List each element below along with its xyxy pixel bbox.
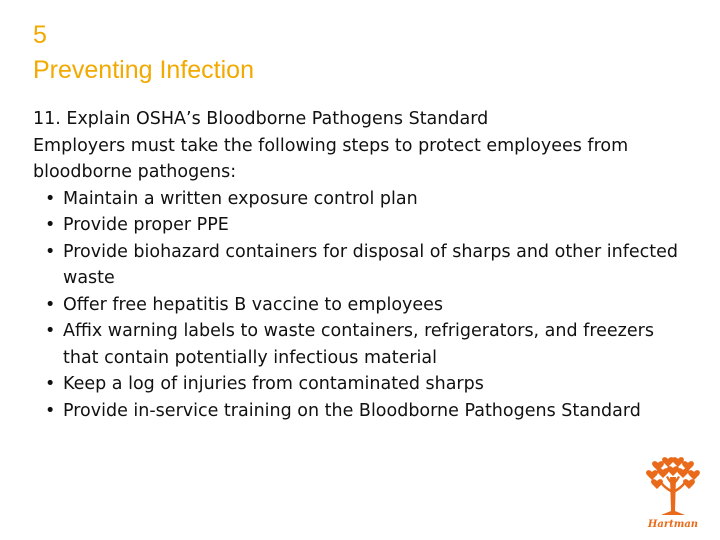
logo-wordmark: Hartman [647, 519, 699, 530]
list-item: • Provide biohazard containers for disposal of sharps and other infected waste [33, 239, 693, 292]
list-item: • Keep a log of injuries from contaminated sharps [33, 371, 693, 398]
steps-list [33, 186, 693, 425]
slide-body [33, 106, 693, 424]
chapter-title: Preventing Infection [33, 56, 254, 84]
section-title: 11. Explain OSHA’s Bloodborne Pathogens Standard [33, 109, 489, 129]
list-item: • Provide in-service training on the Bloodborne Pathogens Standard [33, 398, 693, 425]
list-item: • Offer free hepatitis B vaccine to employees [33, 292, 693, 319]
heart-tree-icon [638, 455, 708, 519]
list-item: • Affix warning labels to waste containers, refrigerators, and freezers that contain potentially infectious material [33, 318, 693, 371]
list-item: • Provide proper PPE [33, 212, 693, 239]
intro-text: Employers must take the following steps to protect employees from bloodborne pathogens: [33, 135, 629, 182]
list-item: • Maintain a written exposure control plan [33, 186, 693, 213]
chapter-number: 5 [33, 21, 47, 49]
hartman-logo [638, 455, 708, 535]
slide-header [33, 18, 254, 88]
